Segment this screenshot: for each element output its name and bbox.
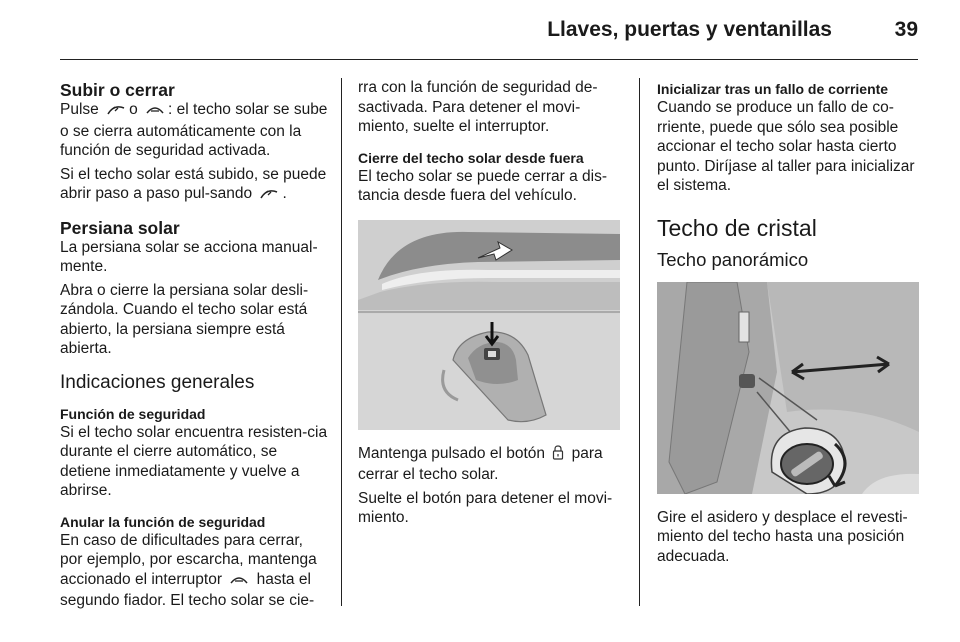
panoramic-roof-illustration <box>657 282 919 494</box>
sunroof-key-illustration <box>358 220 620 430</box>
text: : el techo solar se sube o se cierra automáticamente con la función de seguridad activada. <box>60 101 328 159</box>
paragraph-funcion: Si el techo solar encuentra resisten-cia durante el cierre automático, se detiene inmediatamente y vuelve a abrirse. <box>60 423 328 499</box>
page-header <box>0 0 960 64</box>
column-divider <box>341 78 342 606</box>
heading-subir: Subir o cerrar <box>60 80 175 100</box>
header-rule <box>60 59 918 60</box>
paragraph-gire: Gire el asidero y desplace el revesti-miento del techo hasta una posición adecuada. <box>657 508 908 565</box>
text: Si el techo solar está subido, se puede abrir paso a paso pul-sando <box>60 165 327 202</box>
sunroof-close-icon <box>229 572 249 592</box>
lock-icon <box>552 445 564 466</box>
column-divider <box>639 78 640 606</box>
text: o <box>129 101 138 118</box>
column-2 <box>358 78 624 528</box>
paragraph-persiana-1: La persiana solar se acciona manual-mente. <box>60 238 318 275</box>
column-1 <box>60 78 328 611</box>
heading-inicializar: Inicializar tras un fallo de corriente <box>657 81 889 97</box>
column-3 <box>657 78 923 566</box>
paragraph-mantenga <box>358 444 624 485</box>
paragraph-si <box>60 165 328 206</box>
text: Mantenga pulsado el botón <box>358 444 546 462</box>
text: En caso de dificultades para cerrar, por ejemplo, por escarcha, mantenga accionado el interruptor <box>60 531 317 588</box>
paragraph-pulse <box>60 100 328 161</box>
heading-panoramico: Techo panorámico <box>657 248 809 270</box>
heading-funcion: Función de seguridad <box>60 405 206 422</box>
paragraph-cierre: El techo solar se puede cerrar a dis-tancia desde fuera del vehículo. <box>358 167 607 204</box>
text: Pulse <box>60 101 99 118</box>
text: . <box>282 185 287 202</box>
header-title: Llaves, puertas y ventanillas <box>547 18 832 41</box>
paragraph-persiana-2: Abra o cierre la persiana solar desli-zándola. Cuando el techo solar está abierto, la persiana siempre está abierta. <box>60 281 309 357</box>
sunroof-open-icon <box>106 102 126 122</box>
sunroof-open-icon <box>259 186 279 206</box>
heading-indicaciones: Indicaciones generales <box>60 371 255 393</box>
heading-cierre: Cierre del techo solar desde fuera <box>358 149 584 166</box>
heading-anular: Anular la función de seguridad <box>60 513 266 530</box>
paragraph-continuation: rra con la función de seguridad de-sactivada. Para detener el movi-miento, suelte el interruptor. <box>358 79 598 135</box>
heading-persiana: Persiana solar <box>60 217 180 238</box>
paragraph-suelte: Suelte el botón para detener el movi-miento. <box>358 489 613 526</box>
paragraph-inicializar: Cuando se produce un fallo de co-rriente, puede que sólo sea posible accionar el techo solar hasta cierto punto. Diríjase al taller para inicializar el sistema. <box>657 99 915 194</box>
heading-techo-cristal: Techo de cristal <box>657 214 817 241</box>
text: para cerrar el techo solar. <box>358 444 603 483</box>
page-number: 39 <box>894 18 918 41</box>
text: hasta el segundo fiador. El techo solar se cie- <box>60 570 315 609</box>
sunroof-close-icon <box>145 102 165 122</box>
paragraph-anular <box>60 531 328 611</box>
